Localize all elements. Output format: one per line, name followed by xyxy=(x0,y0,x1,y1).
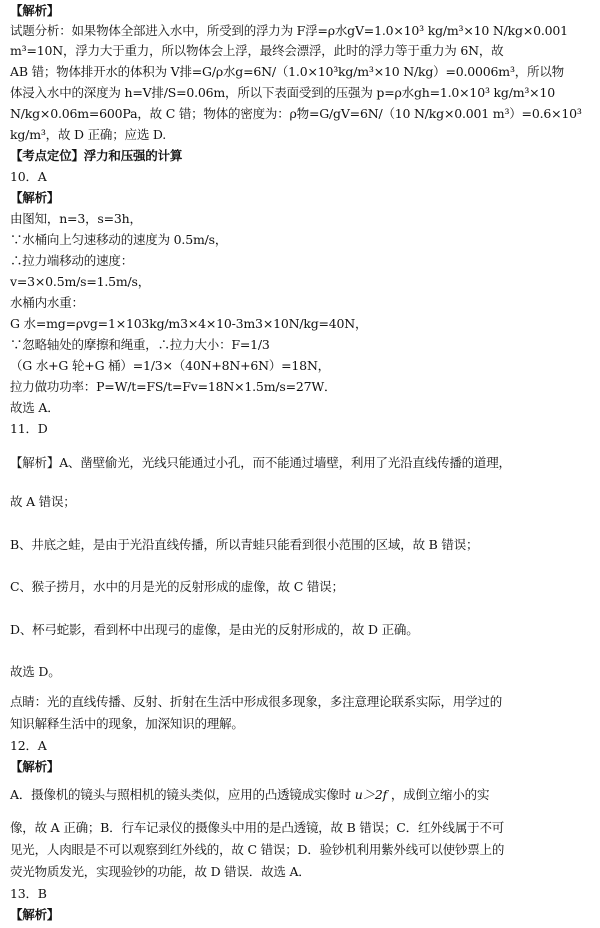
q9-line-3: AB 错；物体排开水的体积为 V排=G/ρ水g=6N/（1.0×10³kg/m³×10 N/kg）=0.0006m³，所以物 xyxy=(10,64,564,79)
q10-heading: 【解析】 xyxy=(10,190,60,205)
q12-line-1-text-b: ，成倒立缩小的实 xyxy=(390,787,490,802)
q11-para-1b: 故 A 错误； xyxy=(10,494,76,509)
q12-line-1-text-a: A．摄像机的镜头与照相机的镜头类似，应用的凸透镜成实像时 xyxy=(10,787,351,802)
q9-line-2: m³=10N，浮力大于重力，所以物体会上浮，最终会漂浮，此时的浮力等于重力为 6N，故 xyxy=(10,43,504,58)
q9-kaodian: 【考点定位】浮力和压强的计算 xyxy=(10,148,183,163)
q12-line-1 xyxy=(10,786,489,804)
q10-number: 10．A xyxy=(10,169,47,184)
q12-line-4: 荧光物质发光，实现验钞的功能，故 D 错误．故选 A． xyxy=(10,864,311,879)
q11-para-4: D、杯弓蛇影，看到杯中出现弓的虚像，是由光的反射形成的，故 D 正确。 xyxy=(10,622,419,637)
q10-line: G 水=mg=ρvg=1×103kg/m3×4×10-3m3×10N/kg=40N， xyxy=(10,316,368,331)
q11-number: 11．D xyxy=(10,421,48,436)
q10-line: ∵忽略轴处的摩擦和绳重，∴拉力大小：F=1/3 xyxy=(10,337,270,352)
q9-line-1: 试题分析：如果物体全部进入水中，所受到的浮力为 F浮=ρ水gV=1.0×10³ kg/m³×10 N/kg×0.001 xyxy=(10,23,568,38)
q10-line: 故选 A． xyxy=(10,400,60,415)
q12-math-inequality: u＞2f xyxy=(354,787,388,802)
q10-line: ∴拉力端移动的速度： xyxy=(10,253,134,268)
q9-line-5: N/kg×0.06m=600Pa，故 C 错；物体的密度为：ρ物=G/gV=6N/（10 N/kg×0.001 m³）=0.6×10³ xyxy=(10,106,582,121)
q10-line: v=3×0.5m/s=1.5m/s， xyxy=(10,274,151,289)
q10-line: ∵水桶向上匀速移动的速度为 0.5m/s， xyxy=(10,232,228,247)
q10-line: 拉力做功功率：P=W/t=FS/t=Fv=18N×1.5m/s=27W． xyxy=(10,379,337,394)
q10-line: 水桶内水重： xyxy=(10,295,84,310)
q12-line-3: 见光，人肉眼是不可以观察到红外线的，故 C 错误；D．验钞机利用紫外线可以使钞票上的 xyxy=(10,842,505,857)
q12-heading: 【解析】 xyxy=(10,759,60,774)
q11-para-2: B、井底之蛙，是由于光沿直线传播，所以青蛙只能看到很小范围的区域，故 B 错误； xyxy=(10,537,479,552)
q9-line-6: kg/m³，故 D 正确；应选 D. xyxy=(10,127,167,142)
q11-para-1a: 【解析】A、凿壁偷光，光线只能通过小孔，而不能通过墙壁，利用了光沿直线传播的道理， xyxy=(10,455,511,470)
q12-number: 12．A xyxy=(10,738,47,753)
q11-para-5: 故选 D。 xyxy=(10,664,61,679)
q10-line: （G 水+G 轮+G 桶）=1/3×（40N+8N+6N）=18N， xyxy=(10,358,330,373)
q13-number: 13．B xyxy=(10,886,47,901)
analysis-heading-q9: 【解析】 xyxy=(10,3,60,18)
q12-line-2: 像，故 A 正确；B．行车记录仪的摄像头中用的是凸透镜，故 B 错误；C．红外线属于不可 xyxy=(10,820,505,835)
q11-para-3: C、猴子捞月，水中的月是光的反射形成的虚像，故 C 错误； xyxy=(10,579,344,594)
q10-line: 由图知，n=3，s=3h， xyxy=(10,211,142,226)
q13-heading: 【解析】 xyxy=(10,907,60,922)
q9-line-4: 体浸入水中的深度为 h=V排/S=0.06m，所以下表面受到的压强为 p=ρ水gh=1.0×10³ kg/m³×10 xyxy=(10,85,555,100)
q11-note-a: 点睛：光的直线传播、反射、折射在生活中形成很多现象，多注意理论联系实际，用学过的 xyxy=(10,694,503,709)
q11-note-b: 知识解释生活中的现象，加深知识的理解。 xyxy=(10,716,244,731)
